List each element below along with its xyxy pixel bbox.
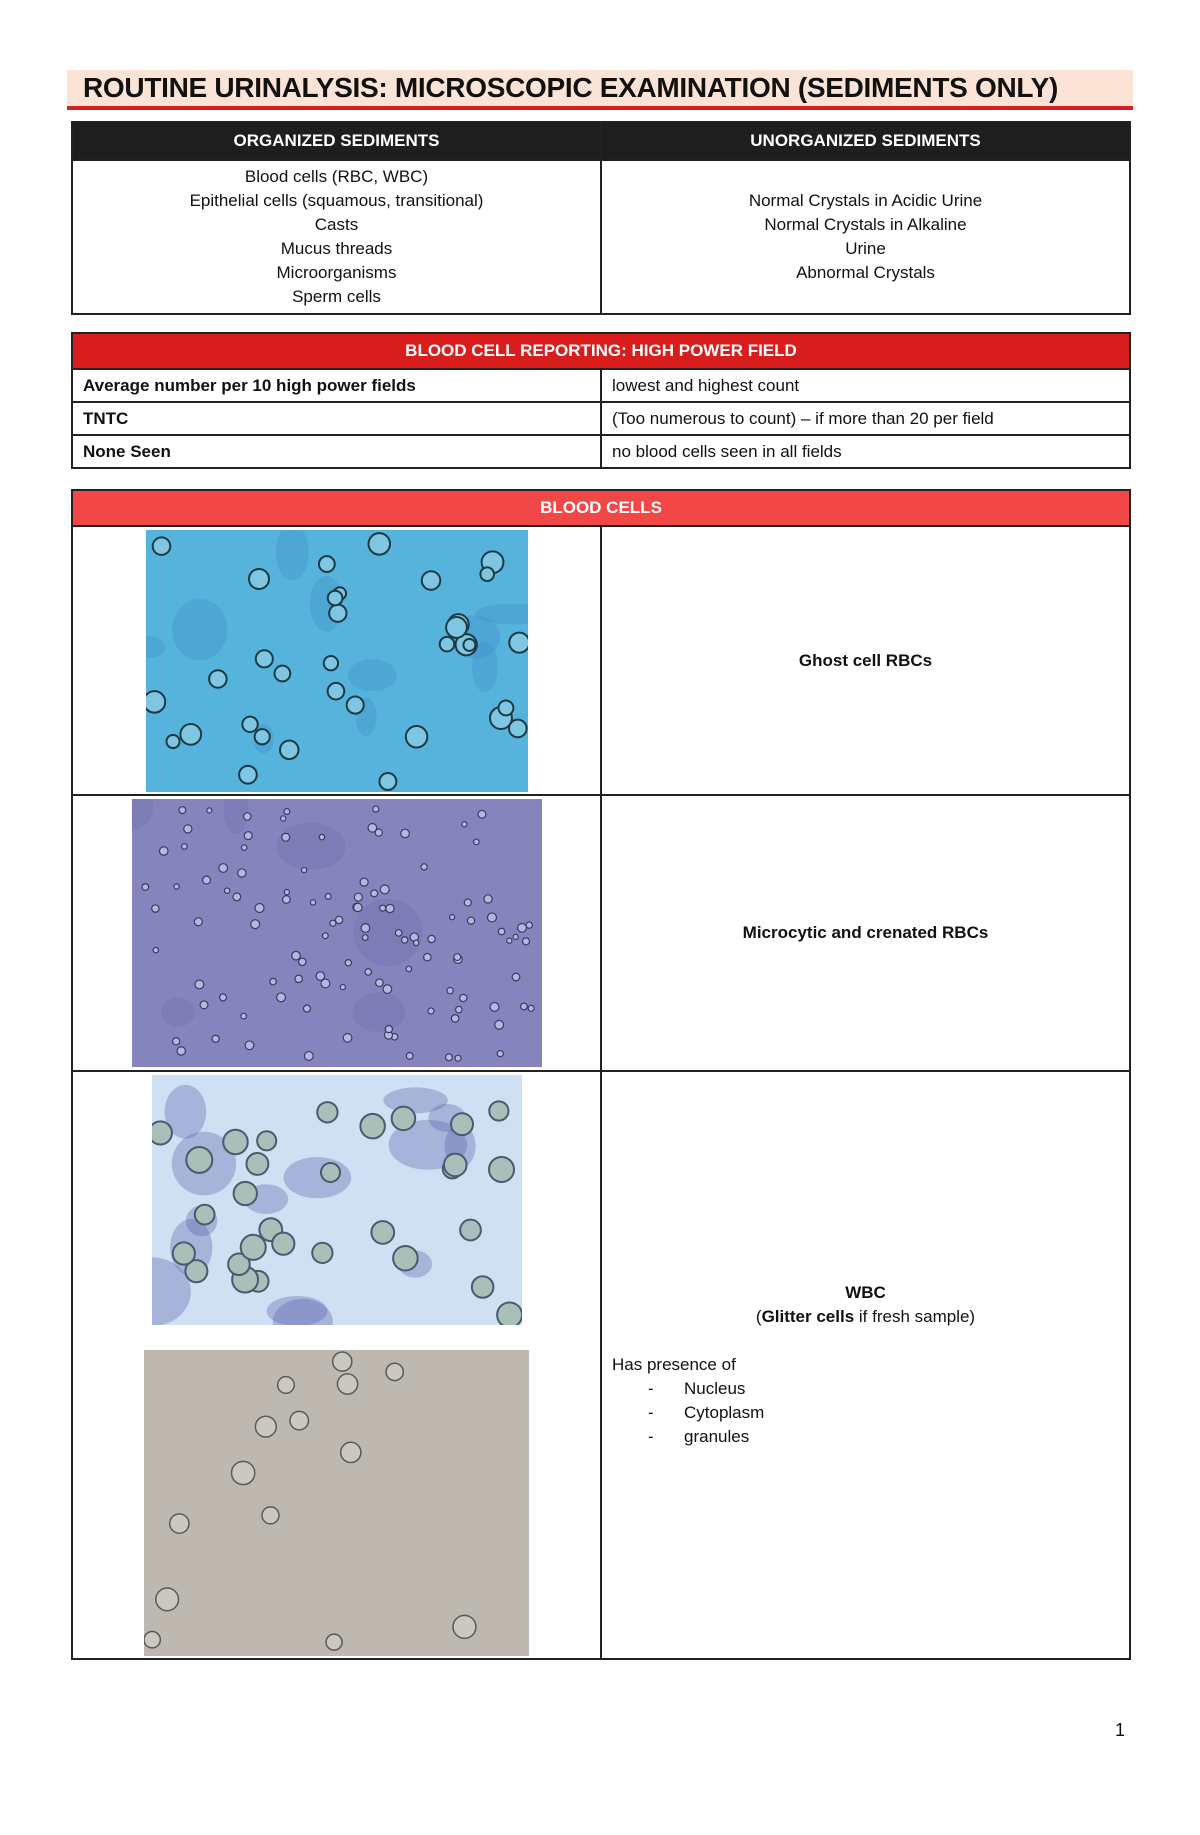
dash: - <box>648 1379 654 1398</box>
desc-cell: no blood cells seen in all fields <box>601 435 1130 468</box>
list-item: Normal Crystals in Alkaline <box>764 215 967 234</box>
wbc-description <box>601 1071 1130 1659</box>
table-row <box>72 369 1130 402</box>
paren-open: ( <box>755 1307 762 1326</box>
organized-list <box>72 160 601 314</box>
wbc-image-stained <box>152 1075 522 1325</box>
unorganized-list <box>601 160 1130 314</box>
list-item: Casts <box>314 215 359 234</box>
blood-cells-table <box>71 489 1131 1660</box>
reporting-table <box>71 332 1131 469</box>
microcytic-image-cell <box>72 795 601 1071</box>
item-text: Cytoplasm <box>684 1403 765 1422</box>
list-item <box>648 1425 1119 1449</box>
list-item <box>648 1377 1119 1401</box>
title-bar <box>67 70 1133 110</box>
fresh-sample-text: if fresh sample) <box>854 1307 976 1326</box>
wbc-feature-list <box>612 1377 1119 1449</box>
list-item: Abnormal Crystals <box>796 263 935 282</box>
list-item <box>648 1401 1119 1425</box>
table-row <box>72 402 1130 435</box>
item-text: Nucleus <box>684 1379 746 1398</box>
list-item: Epithelial cells (squamous, transitional) <box>189 191 484 210</box>
organized-header: ORGANIZED SEDIMENTS <box>72 122 601 160</box>
page-title: ROUTINE URINALYSIS: MICROSCOPIC EXAMINATION (SEDIMENTS ONLY) <box>83 72 1059 103</box>
blood-cells-header: BLOOD CELLS <box>72 490 1130 526</box>
sediments-table <box>71 121 1131 315</box>
list-item: Urine <box>845 239 886 258</box>
wbc-title: WBC <box>845 1283 886 1302</box>
list-item: Microorganisms <box>276 263 397 282</box>
page-number: 1 <box>1115 1720 1126 1740</box>
term-cell: Average number per 10 high power fields <box>72 369 601 402</box>
ghost-cell-rbc-image <box>146 530 528 792</box>
list-item: Sperm cells <box>292 287 381 306</box>
desc-cell: lowest and highest count <box>601 369 1130 402</box>
table-row <box>72 435 1130 468</box>
list-item: Normal Crystals in Acidic Urine <box>748 191 983 210</box>
item-text: granules <box>684 1427 750 1446</box>
term-cell: TNTC <box>72 402 601 435</box>
list-item: Blood cells (RBC, WBC) <box>244 167 429 186</box>
ghost-cell-label: Ghost cell RBCs <box>601 526 1130 795</box>
list-item: Mucus threads <box>280 239 393 258</box>
desc-cell: (Too numerous to count) – if more than 20 per field <box>601 402 1130 435</box>
glitter-cells-term: Glitter cells <box>761 1307 855 1326</box>
wbc-image-unstained <box>144 1350 529 1656</box>
unorganized-header: UNORGANIZED SEDIMENTS <box>601 122 1130 160</box>
wbc-subtitle <box>612 1305 1119 1329</box>
reporting-header: BLOOD CELL REPORTING: HIGH POWER FIELD <box>72 333 1130 369</box>
dash: - <box>648 1427 654 1446</box>
wbc-image-cell <box>72 1071 601 1659</box>
term-cell: None Seen <box>72 435 601 468</box>
ghost-cell-image-cell <box>72 526 601 795</box>
has-presence-text: Has presence of <box>612 1355 736 1374</box>
microcytic-rbc-image <box>132 799 542 1067</box>
microcytic-label: Microcytic and crenated RBCs <box>601 795 1130 1071</box>
dash: - <box>648 1403 654 1422</box>
